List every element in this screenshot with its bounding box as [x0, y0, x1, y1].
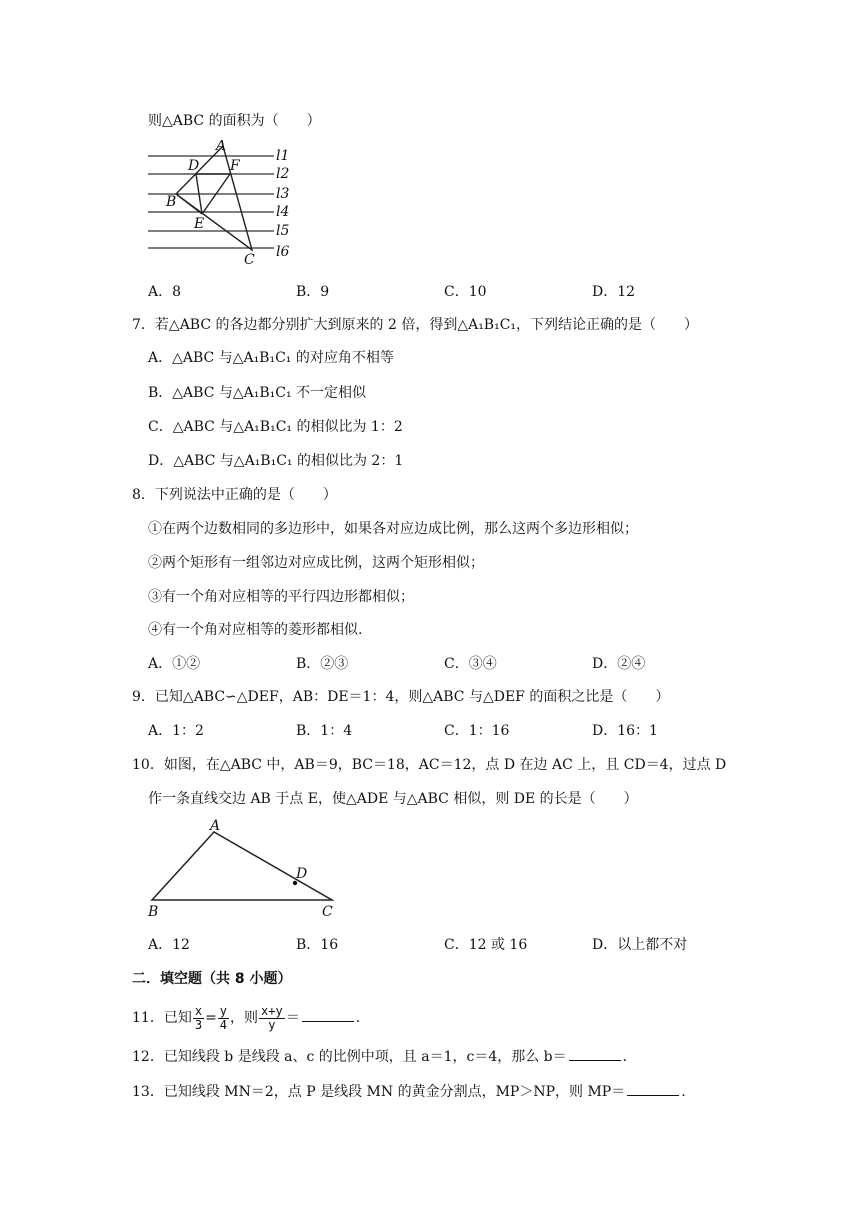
q10-option-a[interactable]: A．12 — [148, 937, 190, 953]
q10-stem-line2: 作一条直线交边 AB 于点 E，使△ADE 与△ABC 相似，则 DE 的长是（ ） — [148, 791, 638, 807]
q8-option-d[interactable]: D．②④ — [592, 656, 646, 672]
q7-text: 若△ABC 的各边都分别扩大到原来的 2 倍，得到△A₁B₁C₁，下列结论正确的是（ ） — [154, 317, 699, 333]
q12-number: 12． — [132, 1049, 164, 1065]
label-d-2: D — [296, 866, 308, 882]
q9-text: 已知△ABC∽△DEF，AB：DE＝1：4，则△ABC 与△DEF 的面积之比是（ ） — [154, 689, 670, 705]
q9-stem — [132, 688, 669, 706]
q6-stem-tail: 则△ABC 的面积为（ ） — [148, 113, 321, 129]
label-l6: l6 — [276, 244, 290, 260]
q9-option-b[interactable]: B．1：4 — [296, 723, 353, 739]
q9-option-a[interactable]: A．1：2 — [148, 723, 204, 739]
q11-equals: = — [205, 1010, 217, 1026]
q11-answer-blank[interactable] — [302, 1009, 354, 1022]
q8-statement-4: ④有一个角对应相等的菱形都相似. — [148, 622, 363, 638]
label-a: A — [216, 140, 227, 154]
q7-stem — [132, 316, 698, 334]
q12-text: 已知线段 b 是线段 a、c 的比例中项，且 a＝1，c＝4，那么 b＝ — [163, 1049, 567, 1065]
q6-option-a[interactable]: A．8 — [148, 284, 182, 300]
q6-option-b[interactable]: B．9 — [296, 284, 330, 300]
label-d: D — [188, 158, 200, 174]
q13-stem — [132, 1083, 686, 1101]
q8-option-a[interactable]: A．①② — [148, 656, 201, 672]
q8-stem — [132, 486, 337, 504]
q6-option-c[interactable]: C．10 — [444, 284, 487, 300]
q7-option-c[interactable]: C．△ABC 与△A₁B₁C₁ 的相似比为 1：2 — [148, 419, 403, 435]
q13-text: 已知线段 MN＝2，点 P 是线段 MN 的黄金分割点，MP＞NP，则 MP＝ — [163, 1084, 626, 1100]
q13-end: . — [681, 1084, 686, 1100]
q9-number: 9． — [132, 689, 155, 705]
q12-answer-blank[interactable] — [569, 1048, 621, 1061]
label-c: C — [244, 252, 255, 268]
label-l2: l2 — [276, 166, 290, 182]
q6-figure-parallel-lines — [146, 140, 296, 268]
label-e: E — [194, 216, 205, 232]
q11-fraction-x-over-3: $\frac{x}{3}$ — [194, 1003, 203, 1032]
q8-text: 下列说法中正确的是（ ） — [154, 487, 337, 503]
q11-mid: ，则 — [230, 1010, 259, 1026]
q9-option-d[interactable]: D．16：1 — [592, 723, 658, 739]
q12-end: . — [622, 1049, 628, 1065]
q11-stem — [132, 1004, 360, 1032]
label-c-2: C — [322, 904, 333, 920]
q11-fraction-y-over-4: $\frac{y}{4}$ — [219, 1003, 228, 1032]
q7-option-a[interactable]: A．△ABC 与△A₁B₁C₁ 的对应角不相等 — [148, 350, 394, 366]
q10-option-b[interactable]: B．16 — [296, 937, 339, 953]
q11-equals-2: ＝ — [285, 1010, 300, 1026]
q13-number: 13． — [132, 1084, 164, 1100]
q7-option-b[interactable]: B．△ABC 与△A₁B₁C₁ 不一定相似 — [148, 385, 367, 401]
q10-stem-line1 — [132, 756, 726, 774]
q11-fraction-xy-over-y: $\frac{x+y}{y}$ — [261, 1003, 283, 1032]
q8-statement-2: ②两个矩形有一组邻边对应成比例，这两个矩形相似； — [148, 555, 484, 571]
q13-answer-blank[interactable] — [627, 1083, 679, 1096]
q10-number: 10． — [132, 757, 164, 773]
q11-end: . — [355, 1010, 361, 1026]
label-l3: l3 — [276, 186, 290, 202]
q10-text-1: 如图，在△ABC 中，AB＝9，BC＝18，AC＝12，点 D 在边 AC 上，且 CD＝4，过点 D — [163, 757, 727, 773]
q9-option-c[interactable]: C．1：16 — [444, 723, 510, 739]
q7-option-d[interactable]: D．△ABC 与△A₁B₁C₁ 的相似比为 2：1 — [148, 453, 404, 469]
q10-option-c[interactable]: C．12 或 16 — [444, 937, 528, 953]
label-a-2: A — [210, 818, 221, 834]
q10-option-d[interactable]: D．以上都不对 — [592, 937, 688, 953]
q8-option-b[interactable]: B．②③ — [296, 656, 349, 672]
label-f: F — [230, 158, 240, 174]
label-l1: l1 — [276, 148, 290, 164]
label-b-2: B — [148, 904, 159, 920]
q7-number: 7． — [132, 317, 155, 333]
q11-prefix: 已知 — [163, 1010, 192, 1026]
q11-number: 11． — [132, 1010, 164, 1026]
q8-statement-1: ①在两个边数相同的多边形中，如果各对应边成比例，那么这两个多边形相似； — [148, 521, 638, 537]
q12-stem — [132, 1048, 627, 1066]
q8-number: 8． — [132, 487, 155, 503]
section2-title: 二．填空题（共 8 小题） — [132, 971, 292, 987]
label-b: B — [166, 194, 177, 210]
q10-figure-triangle — [146, 818, 342, 922]
label-l5: l5 — [276, 223, 290, 239]
q6-option-d[interactable]: D．12 — [592, 284, 636, 300]
q8-statement-3: ③有一个角对应相等的平行四边形都相似； — [148, 589, 414, 605]
label-l4: l4 — [276, 204, 290, 220]
q8-option-c[interactable]: C．③④ — [444, 656, 497, 672]
